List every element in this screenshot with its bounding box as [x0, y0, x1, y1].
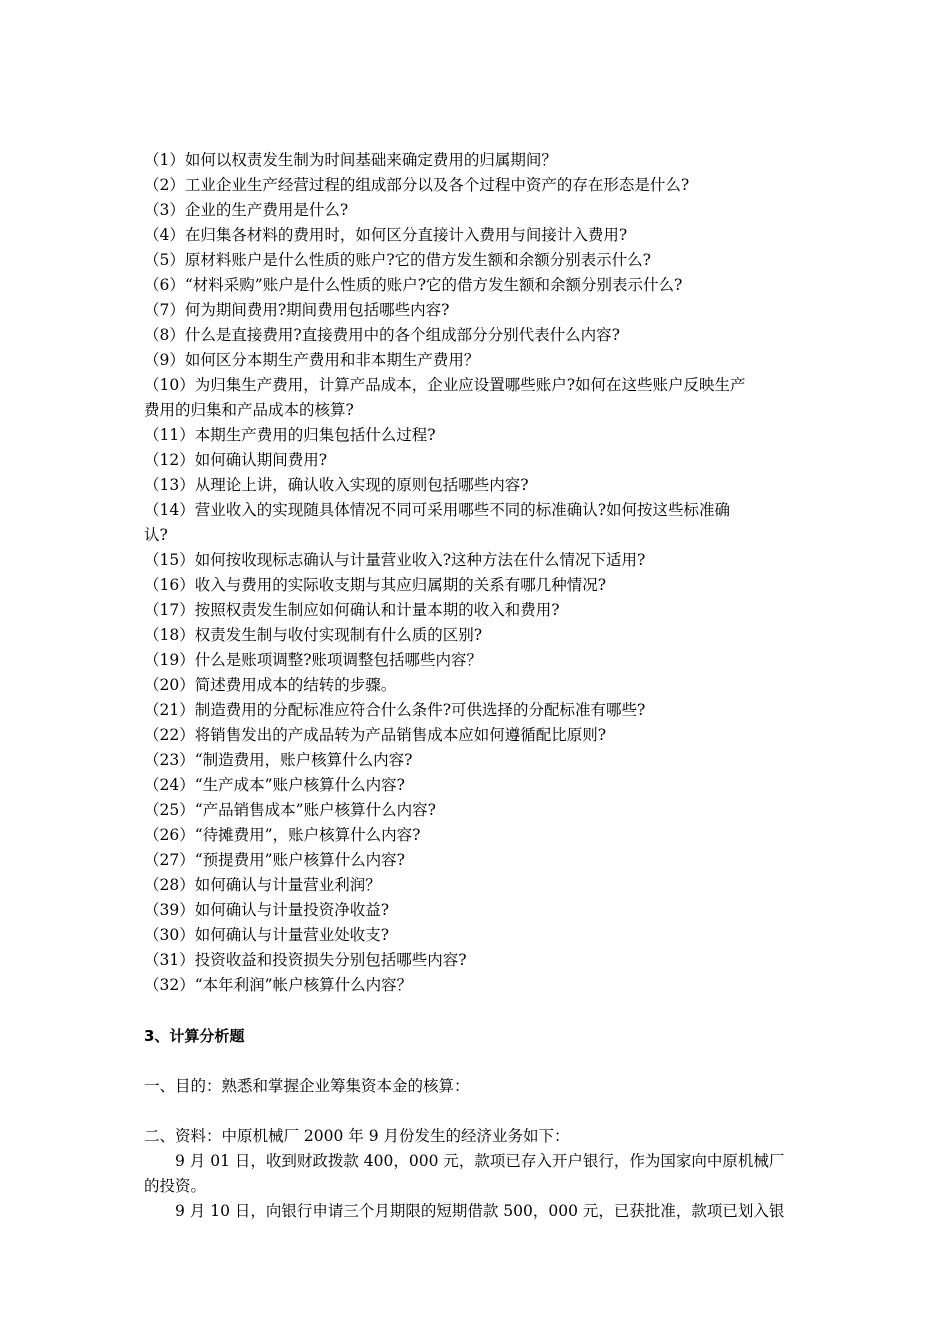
- purpose-line: 一、目的：熟悉和掌握企业筹集资本金的核算：: [144, 1077, 470, 1095]
- question-line: （31）投资收益和投资损失分别包括哪些内容?: [144, 951, 467, 969]
- question-line: （20）简述费用成本的结转的步骤。: [144, 676, 397, 694]
- question-line: （8）什么是直接费用?直接费用中的各个组成部分分别代表什么内容?: [144, 326, 620, 344]
- document-body: [144, 148, 804, 1224]
- question-line: （18）权责发生制与收付实现制有什么质的区别?: [144, 626, 483, 644]
- question-line: （6）“材料采购”账户是什么性质的账户?它的借方发生额和余额分别表示什么?: [144, 276, 683, 294]
- question-line: （12）如何确认期间费用?: [144, 451, 328, 469]
- question-line: （22）将销售发出的产成品转为产品销售成本应如何遵循配比原则?: [144, 726, 607, 744]
- question-line: （21）制造费用的分配标准应符合什么条件?可供选择的分配标准有哪些?: [144, 701, 646, 719]
- question-line: （27）“预提费用”账户核算什么内容?: [144, 851, 405, 869]
- question-line: （10）为归集生产费用，计算产品成本，企业应设置哪些账户?如何在这些账户反映生产: [144, 376, 746, 394]
- question-line: （23）“制造费用，账户核算什么内容?: [144, 751, 413, 769]
- question-line: （3）企业的生产费用是什么?: [144, 201, 349, 219]
- question-line: （2）工业企业生产经营过程的组成部分以及各个过程中资产的存在形态是什么?: [144, 176, 690, 194]
- question-line: （16）收入与费用的实际收支期与其应归属期的关系有哪几种情况?: [144, 576, 607, 594]
- question-line: （32）“本年利润”帐户核算什么内容？: [144, 976, 413, 994]
- question-line: 认?: [144, 526, 168, 544]
- question-line: （24）“生产成本”账户核算什么内容?: [144, 776, 405, 794]
- question-line: （15）如何按收现标志确认与计量营业收入?这种方法在什么情况下适用?: [144, 551, 646, 569]
- question-line: （25）“产品销售成本”账户核算什么内容?: [144, 801, 436, 819]
- question-line: （4）在归集各材料的费用时，如何区分直接计入费用与间接计入费用?: [144, 226, 628, 244]
- question-line: （39）如何确认与计量投资净收益?: [144, 901, 390, 919]
- entry-1-line-1: 9 月 01 日，收到财政拨款 400，000 元，款项已存入开户银行，作为国家向中原机械厂: [175, 1152, 785, 1170]
- question-line: （17）按照权责发生制应如何确认和计量本期的收入和费用?: [144, 601, 560, 619]
- question-line: （5）原材料账户是什么性质的账户?它的借方发生额和余额分别表示什么?: [144, 251, 651, 269]
- question-line: （7）何为期间费用?期间费用包括哪些内容?: [144, 301, 450, 319]
- question-line: 费用的归集和产品成本的核算?: [144, 401, 354, 419]
- section-heading: 3、计算分析题: [144, 1027, 245, 1045]
- entry-1-line-2: 的投资。: [144, 1177, 207, 1195]
- question-list: [144, 148, 804, 998]
- question-line: （13）从理论上讲，确认收入实现的原则包括哪些内容?: [144, 476, 529, 494]
- material-intro: 二、资料：中原机械厂 2000 年 9 月份发生的经济业务如下：: [144, 1127, 570, 1145]
- question-line: （9）如何区分本期生产费用和非本期生产费用？: [144, 351, 480, 369]
- question-line: （11）本期生产费用的归集包括什么过程?: [144, 426, 436, 444]
- question-line: （19）什么是账项调整?账项调整包括哪些内容？: [144, 651, 483, 669]
- spacer: [144, 1099, 804, 1124]
- entry-2-line-1: 9 月 10 日，向银行申请三个月期限的短期借款 500，000 元，已获批准，款项已划入银: [175, 1202, 785, 1220]
- question-line: （1）如何以权责发生制为时间基础来确定费用的归属期间？: [144, 151, 557, 169]
- question-line: （28）如何确认与计量营业利润？: [144, 876, 381, 894]
- question-line: （14）营业收入的实现随具体情况不同可采用哪些不同的标准确认?如何按这些标准确: [144, 501, 731, 519]
- question-line: （26）“待摊费用”，账户核算什么内容?: [144, 826, 421, 844]
- spacer: [144, 1049, 804, 1074]
- question-line: （30）如何确认与计量营业处收支?: [144, 926, 390, 944]
